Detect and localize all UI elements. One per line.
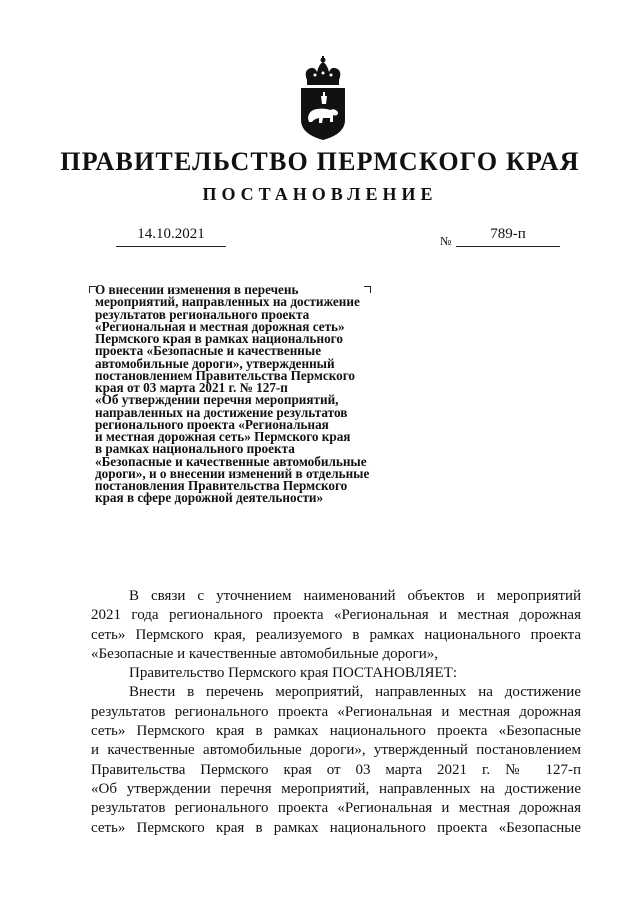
body-line: «Об утверждении перечня мероприятий, направленных на достижение [91,780,581,797]
body-line: 2021 года регионального проекта «Региональная и местная дорожная [91,607,581,624]
body-line: Правительства Пермского края от 03 марта 2021 г. № 127-п [91,761,581,778]
government-title: ПРАВИТЕЛЬСТВО ПЕРМСКОГО КРАЯ [60,147,580,176]
subject-line: мероприятий, направленных на достижение [95,294,360,310]
subject-line: результатов регионального проекта [95,306,310,322]
subject-line: проекта «Безопасные и качественные [95,343,322,359]
body-line: сеть» Пермского края в рамках национального проекта «Безопасные [91,819,581,836]
subject-line: в рамках национального проекта [95,441,295,457]
document-subject [95,284,425,505]
subject-line: автомобильные дороги», утвержденный [95,355,335,371]
subject-line: «Безопасные и качественные автомобильные [95,453,367,469]
subject-line: О внесении изменения в перечень [95,282,299,297]
subject-line: «Региональная и местная дорожная сеть» [95,318,345,334]
body-line: результатов регионального проекта «Региональная и местная дорожная [91,703,581,720]
subject-line: дороги», и о внесении изменений в отдельные [95,465,370,481]
subject-line: постановлением Правительства Пермского [95,367,355,383]
number-label: № [440,234,452,248]
body-line: сеть» Пермского края в рамках национального проекта «Безопасные [91,723,581,740]
subject-line: «Об утверждении перечня мероприятий, [95,392,339,408]
subject-line: края в сфере дорожной деятельности» [95,490,324,506]
body-line: В связи с уточнением наименований объектов и мероприятий [129,588,581,604]
body-line: результатов регионального проекта «Региональная и местная дорожная [91,800,581,817]
perm-krai-coat-of-arms-icon [293,56,353,142]
document-date: 14.10.2021 [116,226,226,247]
document-type: ПОСТАНОВЛЕНИЕ [202,184,438,204]
subject-line: и местная дорожная сеть» Пермского края [95,429,351,444]
body-line: Правительство Пермского края ПОСТАНОВЛЯЕТ: [129,665,458,682]
body-line: «Безопасные и качественные автомобильные дороги», [91,645,439,662]
body-line: и качественные автомобильные дороги», утвержденный постановлением [91,742,581,759]
body-line: сеть» Пермского края, реализуемого в рамках национального проекта [91,626,581,643]
document-body [91,587,581,838]
subject-line: края от 03 марта 2021 г. № 127-п [95,380,288,395]
body-line: Внести в перечень мероприятий, направленных на достижение [129,684,581,701]
crown-icon [306,56,341,85]
subject-line: Пермского края в рамках национального [95,331,343,346]
subject-line: направленных на достижение результатов [95,404,348,420]
subject-line: регионального проекта «Региональная [95,416,329,432]
subject-line: постановления Правительства Пермского [95,478,348,493]
document-number: 789-п [456,226,560,247]
